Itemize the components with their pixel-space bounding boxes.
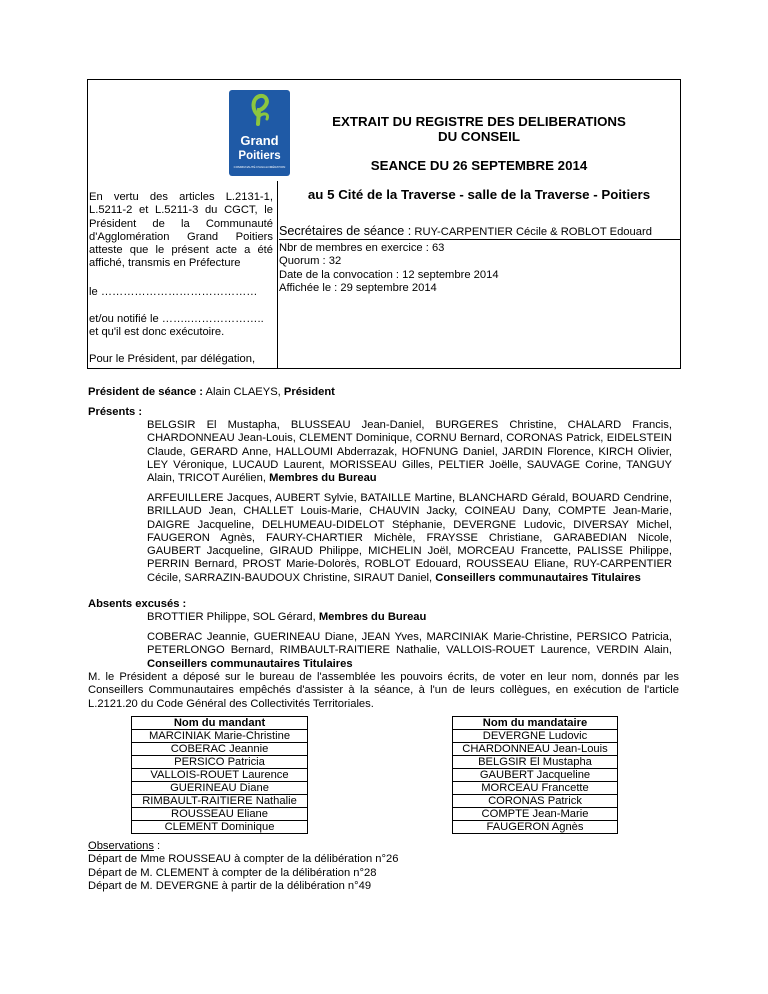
absents-conseillers-names: COBERAC Jeannie, GUERINEAU Diane, JEAN Yves, MARCINIAK Marie-Christine, PERSICO Patricia, PETERLONGO Bernard, RIMBAULT-RAITIERE Nathalie, VALLOIS-ROUET Laurence, VERDIN Alain, xyxy=(147,631,672,657)
absents-bureau xyxy=(147,611,672,624)
membres-exercice: Nbr de membres en exercice : 63 xyxy=(279,242,445,254)
observation-line: Départ de M. DEVERGNE à partir de la délibération n°49 xyxy=(88,879,372,892)
president-role: Président xyxy=(283,386,335,398)
secretaires-value: RUY-CARPENTIER Cécile & ROBLOT Edouard xyxy=(411,226,652,238)
executoire-line: et qu'il est donc exécutoire. xyxy=(89,326,225,339)
table-row: CHARDONNEAU Jean-Louis xyxy=(453,743,618,756)
mandataires-header: Nom du mandataire xyxy=(453,717,618,730)
president-name: Alain CLAEYS, xyxy=(203,386,284,398)
observation-line: Départ de M. CLEMENT à compter de la délibération n°28 xyxy=(88,866,377,879)
table-row: MARCINIAK Marie-Christine xyxy=(132,730,308,743)
secretaires-line xyxy=(279,225,681,240)
svg-text:Poitiers: Poitiers xyxy=(238,150,281,162)
table-row: GUERINEAU Diane xyxy=(132,782,308,795)
presents-bureau-names: BELGSIR El Mustapha, BLUSSEAU Jean-Daniel, BURGERES Christine, CHALARD Francis, CHARDONNEAU Jean-Louis, CLEMENT Dominique, CORNU Bernard, CORONAS Patrick, EIDELSTEIN Claude, GERARD Anne, HALLOUMI Abderrazak, HOFNUNG Daniel, JARDIN Florence, KIRCH Olivier, LEY Véronique, LUCAUD Laurent, MORISSEAU Gilles, PELTIER Joëlle, SAUVAGE Corine, TANGUY Alain, TRICOT Aurélien, xyxy=(147,419,672,485)
delegation-line: Pour le Président, par délégation, xyxy=(89,352,256,365)
president-line xyxy=(88,386,335,399)
president-label: Président de séance : xyxy=(88,386,204,398)
seance-lieu: au 5 Cité de la Traverse - salle de la Traverse - Poitiers xyxy=(307,187,651,202)
table-row: COMPTE Jean-Marie xyxy=(453,808,618,821)
presents-conseillers xyxy=(147,492,672,585)
table-row: ROUSSEAU Eliane xyxy=(132,808,308,821)
table-row: COBERAC Jeannie xyxy=(132,743,308,756)
table-row: MORCEAU Francette xyxy=(453,782,618,795)
presents-conseillers-names: ARFEUILLERE Jacques, AUBERT Sylvie, BATAILLE Martine, BLANCHARD Gérald, BOUARD Cendrine, BRILLAUD Jean, CHALLET Louis-Marie, CHAUVIN Jacky, COINEAU Dany, COMPTE Jean-Marie, DAIGRE Jacqueline, DELHUMEAU-DIDELOT Stéphanie, DEVERGNE Ludovic, DIVERSAY Michel, FAUGERON Agnès, FAURY-CHARTIER Michèle, FRAYSSE Christiane, GARABEDIAN Nicole, GAUBERT Jacqueline, GIRAUD Philippe, MICHELIN Joël, MORCEAU Francette, PALISSE Philippe, PERRIN Bernard, PROST Marie-Dolorès, ROBLOT Edouard, ROUSSEAU Eliane, RUY-CARPENTIER Cécile, SARRAZIN-BAUDOUX Christine, SIRAUT Daniel, xyxy=(147,492,672,584)
absents-conseillers-role: Conseillers communautaires Titulaires xyxy=(147,657,353,670)
seance-date: SEANCE DU 26 SEPTEMBRE 2014 xyxy=(370,158,588,173)
presents-bureau xyxy=(147,419,672,485)
presents-conseillers-role: Conseillers communautaires Titulaires xyxy=(435,571,641,584)
table-row: CLEMENT Dominique xyxy=(132,821,308,834)
document-title: EXTRAIT DU REGISTRE DES DELIBERATIONS DU CONSEIL xyxy=(332,114,626,144)
certification-block xyxy=(89,188,273,366)
absents-bureau-names: BROTTIER Philippe, SOL Gérard, xyxy=(147,611,319,623)
absents-label: Absents excusés : xyxy=(88,598,187,610)
table-row: PERSICO Patricia xyxy=(132,756,308,769)
date-affichage: Affichée le : 29 septembre 2014 xyxy=(279,281,437,294)
mandants-table xyxy=(131,716,308,834)
seance-info xyxy=(279,242,679,295)
absents-conseillers xyxy=(147,631,672,671)
table-row: CORONAS Patrick xyxy=(453,795,618,808)
presents-bureau-role: Membres du Bureau xyxy=(269,472,377,485)
mandataires-table xyxy=(452,716,618,834)
mandants-header: Nom du mandant xyxy=(132,717,308,730)
vertical-divider xyxy=(277,181,278,368)
table-row: GAUBERT Jacqueline xyxy=(453,769,618,782)
presents-label: Présents : xyxy=(88,406,143,418)
notification-line: et/ou notifié le ……..……………….. xyxy=(89,313,264,326)
date-convocation: Date de la convocation : 12 septembre 2014 xyxy=(279,268,499,281)
svg-text:Grand: Grand xyxy=(240,133,279,148)
quorum: Quorum : 32 xyxy=(279,255,342,268)
svg-text:COMMUNAUTÉ D'AGGLOMÉRATION: COMMUNAUTÉ D'AGGLOMÉRATION xyxy=(233,165,286,169)
absents-bureau-role: Membres du Bureau xyxy=(318,611,427,623)
table-row: RIMBAULT-RAITIERE Nathalie xyxy=(132,795,308,808)
observation-line: Départ de Mme ROUSSEAU à compter de la délibération n°26 xyxy=(88,853,399,866)
certification-text: En vertu des articles L.2131-1, L.5211-2 et L.5211-3 du CGCT, le Président de la Communauté d'Agglomération Grand Poitiers atteste que le présent acte a été affiché, transmis en Préfecture xyxy=(89,191,273,270)
table-row: DEVERGNE Ludovic xyxy=(453,730,618,743)
secretaires-label: Secrétaires de séance : xyxy=(279,224,412,238)
header-box xyxy=(87,79,681,369)
affichage-date-line: le …………………………………… xyxy=(89,285,258,298)
table-row: VALLOIS-ROUET Laurence xyxy=(132,769,308,782)
table-row: BELGSIR El Mustapha xyxy=(453,756,618,769)
observations-label: Observations xyxy=(88,840,154,852)
observations: Observations : Départ de Mme ROUSSEAU à compter de la délibération n°26 Départ de M. CLEMENT à compter de la délibération n°28 Départ de M. DEVERGNE à partir de la délibération n°49 xyxy=(88,840,399,892)
table-row: FAUGERON Agnès xyxy=(453,821,618,834)
pouvoirs-text: M. le Président a déposé sur le bureau de l'assemblée les pouvoirs écrits, de voter en leur nom, donnés par les Conseillers Communautaires empêchés d'assister à la séance, à l'un de leurs collègues, en exécution de l'article L.2121.20 du Code Général des Collectivités Territoriales. xyxy=(88,671,679,710)
